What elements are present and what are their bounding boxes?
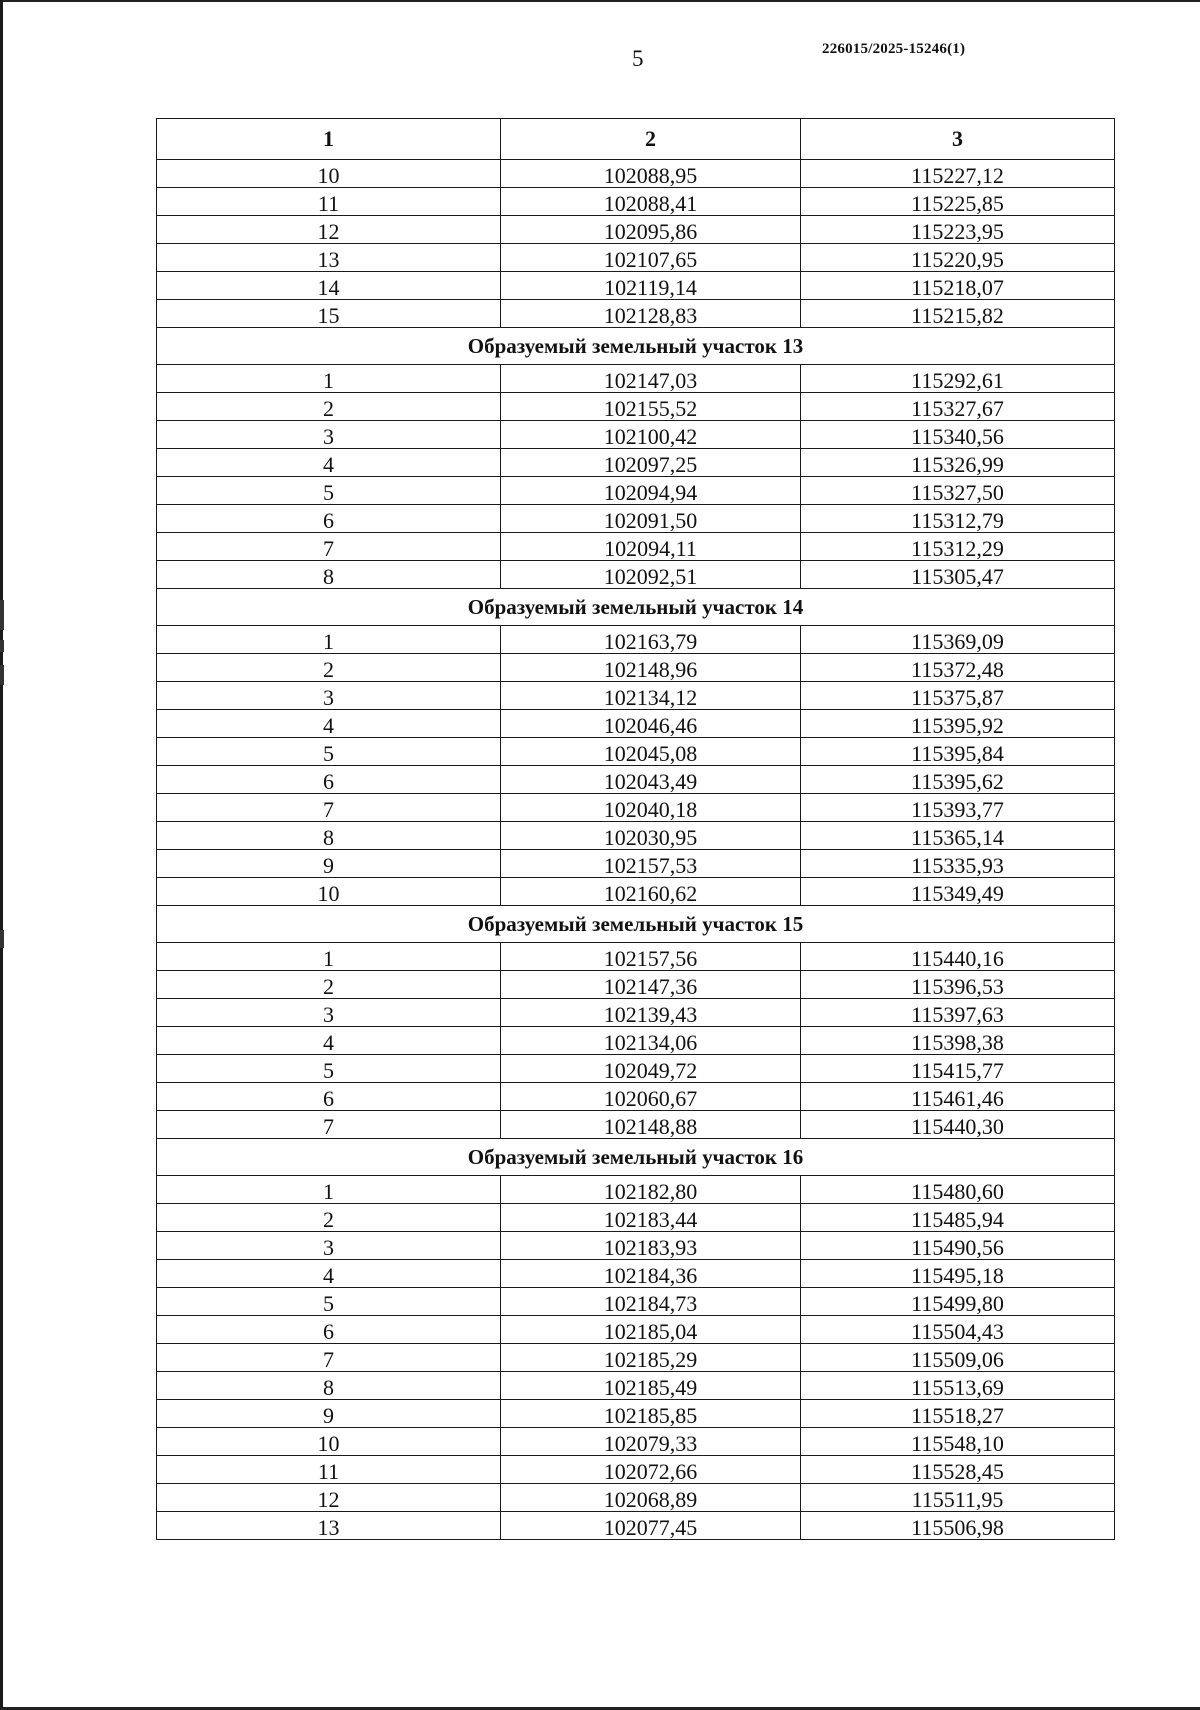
table-row	[157, 738, 1115, 766]
x-coordinate-cell: 102030,95	[501, 822, 801, 850]
x-coordinate-cell: 102068,89	[501, 1484, 801, 1512]
y-coordinate-cell: 115506,98	[801, 1512, 1115, 1540]
table-row	[157, 449, 1115, 477]
x-coordinate-cell: 102184,73	[501, 1288, 801, 1316]
table-row	[157, 1428, 1115, 1456]
point-number-cell: 8	[157, 561, 501, 589]
point-number-cell: 10	[157, 1428, 501, 1456]
y-coordinate-cell: 115499,80	[801, 1288, 1115, 1316]
y-coordinate-cell: 115335,93	[801, 850, 1115, 878]
y-coordinate-cell: 115396,53	[801, 971, 1115, 999]
x-coordinate-cell: 102183,93	[501, 1232, 801, 1260]
x-coordinate-cell: 102134,12	[501, 682, 801, 710]
x-coordinate-cell: 102094,11	[501, 533, 801, 561]
x-coordinate-cell: 102185,49	[501, 1372, 801, 1400]
point-number-cell: 9	[157, 850, 501, 878]
x-coordinate-cell: 102128,83	[501, 300, 801, 328]
x-coordinate-cell: 102097,25	[501, 449, 801, 477]
x-coordinate-cell: 102092,51	[501, 561, 801, 589]
table-row	[157, 561, 1115, 589]
point-number-cell: 5	[157, 738, 501, 766]
y-coordinate-cell: 115223,95	[801, 216, 1115, 244]
point-number-cell: 7	[157, 1111, 501, 1139]
y-coordinate-cell: 115490,56	[801, 1232, 1115, 1260]
x-coordinate-cell: 102182,80	[501, 1176, 801, 1204]
point-number-cell: 15	[157, 300, 501, 328]
column-header-3: 3	[801, 119, 1115, 160]
point-number-cell: 3	[157, 1232, 501, 1260]
table-row	[157, 477, 1115, 505]
x-coordinate-cell: 102046,46	[501, 710, 801, 738]
y-coordinate-cell: 115495,18	[801, 1260, 1115, 1288]
point-number-cell: 1	[157, 626, 501, 654]
table-row	[157, 421, 1115, 449]
x-coordinate-cell: 102134,06	[501, 1027, 801, 1055]
point-number-cell: 8	[157, 1372, 501, 1400]
scan-mark	[0, 640, 4, 652]
y-coordinate-cell: 115369,09	[801, 626, 1115, 654]
table-row	[157, 216, 1115, 244]
table-row	[157, 1083, 1115, 1111]
y-coordinate-cell: 115509,06	[801, 1344, 1115, 1372]
point-number-cell: 3	[157, 682, 501, 710]
point-number-cell: 3	[157, 999, 501, 1027]
y-coordinate-cell: 115365,14	[801, 822, 1115, 850]
y-coordinate-cell: 115548,10	[801, 1428, 1115, 1456]
y-coordinate-cell: 115397,63	[801, 999, 1115, 1027]
table-row	[157, 1204, 1115, 1232]
scan-mark	[0, 600, 4, 630]
y-coordinate-cell: 115513,69	[801, 1372, 1115, 1400]
y-coordinate-cell: 115312,29	[801, 533, 1115, 561]
x-coordinate-cell: 102183,44	[501, 1204, 801, 1232]
point-number-cell: 11	[157, 1456, 501, 1484]
point-number-cell: 6	[157, 1083, 501, 1111]
x-coordinate-cell: 102100,42	[501, 421, 801, 449]
table-row	[157, 505, 1115, 533]
y-coordinate-cell: 115440,16	[801, 943, 1115, 971]
table-row	[157, 654, 1115, 682]
y-coordinate-cell: 115305,47	[801, 561, 1115, 589]
y-coordinate-cell: 115480,60	[801, 1176, 1115, 1204]
y-coordinate-cell: 115395,84	[801, 738, 1115, 766]
point-number-cell: 7	[157, 533, 501, 561]
table-row	[157, 272, 1115, 300]
x-coordinate-cell: 102148,96	[501, 654, 801, 682]
section-title: Образуемый земельный участок 16	[157, 1139, 1115, 1176]
y-coordinate-cell: 115227,12	[801, 160, 1115, 188]
table-row	[157, 1260, 1115, 1288]
table-row	[157, 1288, 1115, 1316]
y-coordinate-cell: 115518,27	[801, 1400, 1115, 1428]
y-coordinate-cell: 115225,85	[801, 188, 1115, 216]
point-number-cell: 7	[157, 794, 501, 822]
section-header-row	[157, 1139, 1115, 1176]
table-row	[157, 766, 1115, 794]
y-coordinate-cell: 115511,95	[801, 1484, 1115, 1512]
point-number-cell: 8	[157, 822, 501, 850]
y-coordinate-cell: 115218,07	[801, 272, 1115, 300]
point-number-cell: 13	[157, 244, 501, 272]
point-number-cell: 2	[157, 1204, 501, 1232]
table-row	[157, 710, 1115, 738]
table-row	[157, 971, 1115, 999]
point-number-cell: 4	[157, 449, 501, 477]
x-coordinate-cell: 102088,95	[501, 160, 801, 188]
x-coordinate-cell: 102185,29	[501, 1344, 801, 1372]
x-coordinate-cell: 102148,88	[501, 1111, 801, 1139]
y-coordinate-cell: 115312,79	[801, 505, 1115, 533]
y-coordinate-cell: 115440,30	[801, 1111, 1115, 1139]
y-coordinate-cell: 115372,48	[801, 654, 1115, 682]
x-coordinate-cell: 102139,43	[501, 999, 801, 1027]
table-row	[157, 1372, 1115, 1400]
x-coordinate-cell: 102185,85	[501, 1400, 801, 1428]
point-number-cell: 1	[157, 365, 501, 393]
document-id: 226015/2025-15246(1)	[822, 41, 966, 57]
table-row	[157, 533, 1115, 561]
point-number-cell: 2	[157, 393, 501, 421]
x-coordinate-cell: 102040,18	[501, 794, 801, 822]
point-number-cell: 6	[157, 1316, 501, 1344]
table-body	[157, 160, 1115, 1540]
y-coordinate-cell: 115485,94	[801, 1204, 1115, 1232]
y-coordinate-cell: 115398,38	[801, 1027, 1115, 1055]
section-title: Образуемый земельный участок 15	[157, 906, 1115, 943]
x-coordinate-cell: 102119,14	[501, 272, 801, 300]
y-coordinate-cell: 115327,50	[801, 477, 1115, 505]
table-row	[157, 794, 1115, 822]
x-coordinate-cell: 102185,04	[501, 1316, 801, 1344]
point-number-cell: 2	[157, 654, 501, 682]
x-coordinate-cell: 102049,72	[501, 1055, 801, 1083]
y-coordinate-cell: 115349,49	[801, 878, 1115, 906]
table-row	[157, 850, 1115, 878]
point-number-cell: 1	[157, 1176, 501, 1204]
x-coordinate-cell: 102095,86	[501, 216, 801, 244]
point-number-cell: 13	[157, 1512, 501, 1540]
table-row	[157, 1316, 1115, 1344]
section-title: Образуемый земельный участок 14	[157, 589, 1115, 626]
section-header-row	[157, 906, 1115, 943]
x-coordinate-cell: 102091,50	[501, 505, 801, 533]
table-row	[157, 365, 1115, 393]
x-coordinate-cell: 102184,36	[501, 1260, 801, 1288]
x-coordinate-cell: 102147,03	[501, 365, 801, 393]
x-coordinate-cell: 102157,53	[501, 850, 801, 878]
x-coordinate-cell: 102163,79	[501, 626, 801, 654]
point-number-cell: 4	[157, 1027, 501, 1055]
y-coordinate-cell: 115461,46	[801, 1083, 1115, 1111]
x-coordinate-cell: 102072,66	[501, 1456, 801, 1484]
x-coordinate-cell: 102079,33	[501, 1428, 801, 1456]
table-row	[157, 300, 1115, 328]
table-row	[157, 822, 1115, 850]
point-number-cell: 10	[157, 878, 501, 906]
scan-edge-top	[0, 0, 1200, 2]
x-coordinate-cell: 102045,08	[501, 738, 801, 766]
point-number-cell: 4	[157, 1260, 501, 1288]
table-row	[157, 1232, 1115, 1260]
table-row	[157, 1055, 1115, 1083]
table-row	[157, 999, 1115, 1027]
y-coordinate-cell: 115395,92	[801, 710, 1115, 738]
table-row	[157, 878, 1115, 906]
point-number-cell: 12	[157, 216, 501, 244]
column-header-1: 1	[157, 119, 501, 160]
x-coordinate-cell: 102157,56	[501, 943, 801, 971]
table-row	[157, 1111, 1115, 1139]
x-coordinate-cell: 102094,94	[501, 477, 801, 505]
table-row	[157, 1456, 1115, 1484]
table-row	[157, 1400, 1115, 1428]
y-coordinate-cell: 115220,95	[801, 244, 1115, 272]
point-number-cell: 5	[157, 1055, 501, 1083]
table-row	[157, 188, 1115, 216]
section-header-row	[157, 589, 1115, 626]
y-coordinate-cell: 115393,77	[801, 794, 1115, 822]
point-number-cell: 12	[157, 1484, 501, 1512]
y-coordinate-cell: 115504,43	[801, 1316, 1115, 1344]
section-header-row	[157, 328, 1115, 365]
point-number-cell: 4	[157, 710, 501, 738]
point-number-cell: 5	[157, 477, 501, 505]
page-number: 5	[632, 46, 644, 71]
point-number-cell: 1	[157, 943, 501, 971]
point-number-cell: 6	[157, 505, 501, 533]
x-coordinate-cell: 102155,52	[501, 393, 801, 421]
table-row	[157, 1484, 1115, 1512]
table-row	[157, 1027, 1115, 1055]
table-row	[157, 244, 1115, 272]
table-row	[157, 626, 1115, 654]
y-coordinate-cell: 115340,56	[801, 421, 1115, 449]
table-row	[157, 1176, 1115, 1204]
y-coordinate-cell: 115375,87	[801, 682, 1115, 710]
scan-edge-left	[0, 0, 3, 1710]
scan-mark	[0, 930, 4, 948]
point-number-cell: 3	[157, 421, 501, 449]
x-coordinate-cell: 102043,49	[501, 766, 801, 794]
section-title: Образуемый земельный участок 13	[157, 328, 1115, 365]
coordinates-table	[156, 118, 1115, 1540]
x-coordinate-cell: 102060,67	[501, 1083, 801, 1111]
table-row	[157, 160, 1115, 188]
point-number-cell: 2	[157, 971, 501, 999]
point-number-cell: 9	[157, 1400, 501, 1428]
y-coordinate-cell: 115327,67	[801, 393, 1115, 421]
table-row	[157, 1512, 1115, 1540]
table-row	[157, 943, 1115, 971]
x-coordinate-cell: 102107,65	[501, 244, 801, 272]
x-coordinate-cell: 102160,62	[501, 878, 801, 906]
point-number-cell: 10	[157, 160, 501, 188]
y-coordinate-cell: 115326,99	[801, 449, 1115, 477]
x-coordinate-cell: 102088,41	[501, 188, 801, 216]
y-coordinate-cell: 115292,61	[801, 365, 1115, 393]
y-coordinate-cell: 115395,62	[801, 766, 1115, 794]
column-header-2: 2	[501, 119, 801, 160]
table-header-row	[157, 119, 1115, 160]
x-coordinate-cell: 102077,45	[501, 1512, 801, 1540]
scan-mark	[0, 665, 4, 685]
y-coordinate-cell: 115528,45	[801, 1456, 1115, 1484]
y-coordinate-cell: 115215,82	[801, 300, 1115, 328]
x-coordinate-cell: 102147,36	[501, 971, 801, 999]
point-number-cell: 7	[157, 1344, 501, 1372]
point-number-cell: 11	[157, 188, 501, 216]
point-number-cell: 14	[157, 272, 501, 300]
table-row	[157, 393, 1115, 421]
table-row	[157, 682, 1115, 710]
table-row	[157, 1344, 1115, 1372]
y-coordinate-cell: 115415,77	[801, 1055, 1115, 1083]
point-number-cell: 6	[157, 766, 501, 794]
point-number-cell: 5	[157, 1288, 501, 1316]
